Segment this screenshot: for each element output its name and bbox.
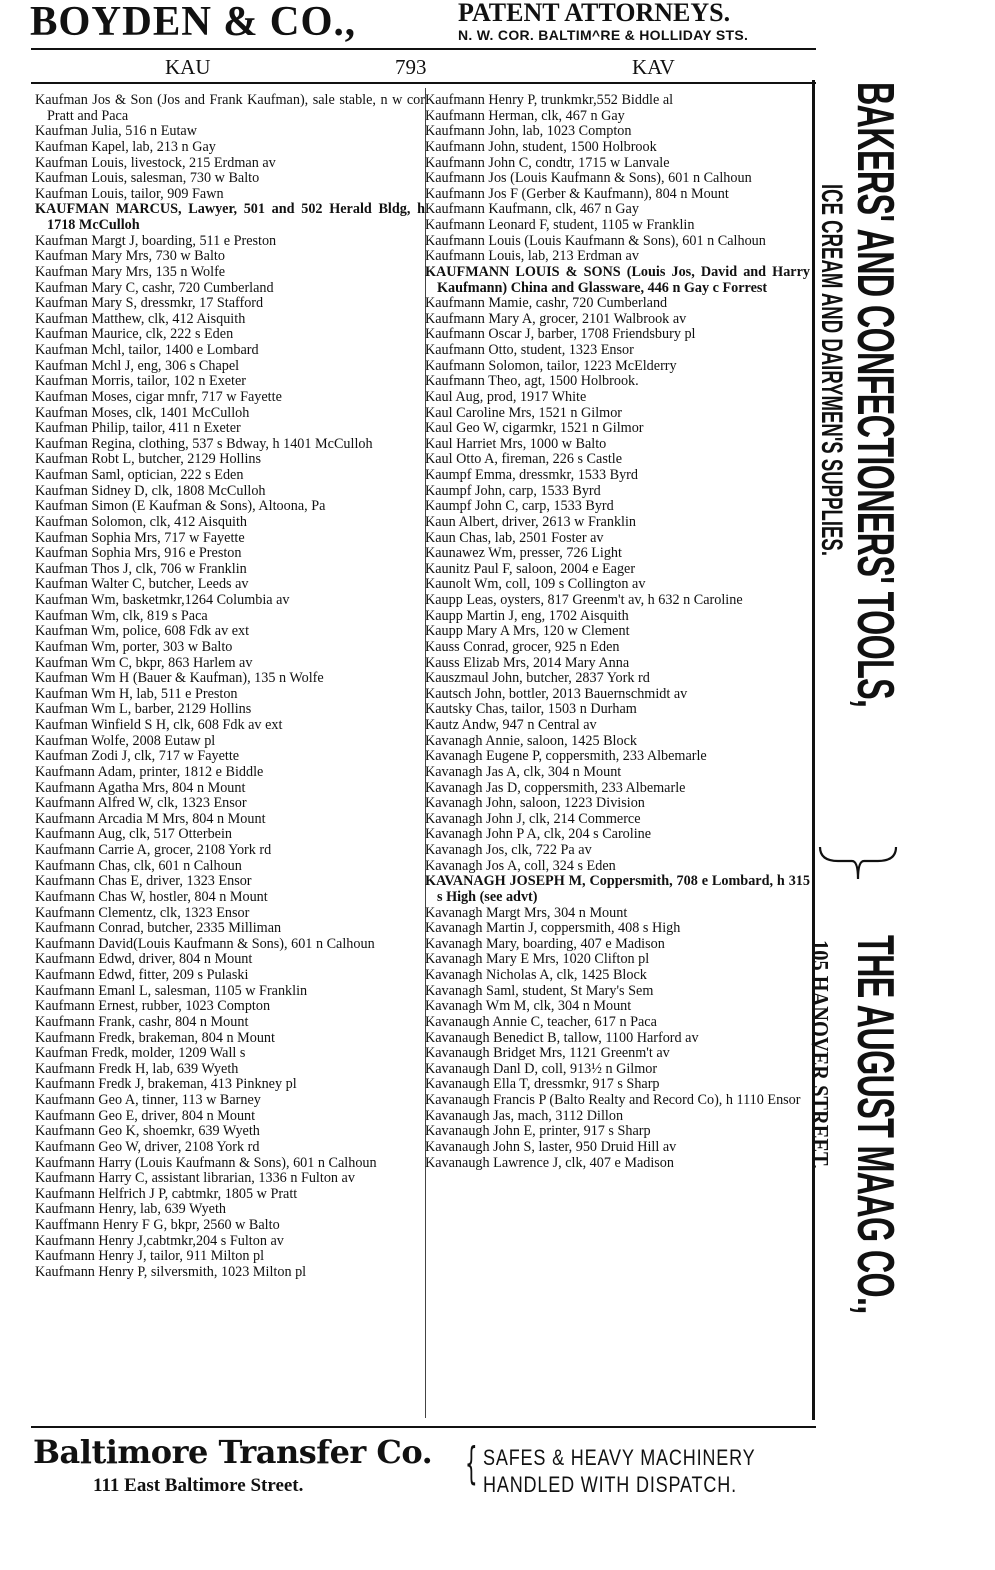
directory-entry: Kautsch John, bottler, 2013 Bauernschmidt av: [425, 685, 688, 702]
directory-entry: Kaupp Leas, oysters, 817 Greenm't av, h 632 n Caroline: [425, 592, 743, 608]
directory-entry: Kaufmann Edwd, driver, 804 n Mount: [35, 951, 253, 968]
directory-entry: Kaufmann Louis (Louis Kaufmann & Sons), 601 n Calhoun: [425, 232, 766, 249]
directory-entry: Kaufmann Harry C, assistant librarian, 1336 n Fulton av: [35, 1170, 355, 1187]
directory-entry: Kavanagh Martin J, coppersmith, 408 s High: [425, 920, 681, 937]
header-advertiser-line2: N. W. COR. BALTIM^RE & HOLLIDAY STS.: [458, 27, 749, 43]
directory-entry: Kavanagh Jos A, coll, 324 s Eden: [425, 857, 616, 874]
directory-entry: Kavanaugh John S, laster, 950 Druid Hill av: [425, 1138, 677, 1155]
directory-entry: Kaufmann Henry, lab, 639 Wyeth: [35, 1201, 227, 1218]
directory-entry: Kaufmann Conrad, butcher, 2335 Milliman: [35, 920, 282, 937]
page-guide-left: KAU: [165, 55, 211, 79]
directory-entry: Kaufman Sophia Mrs, 717 w Fayette: [35, 529, 245, 546]
directory-entry: Kaufman Philip, tailor, 411 n Exeter: [35, 420, 241, 437]
directory-entry: Kaufman Wm, basketmkr,1264 Columbia av: [35, 592, 290, 608]
directory-entry: Kaun Chas, lab, 2501 Foster av: [425, 529, 604, 546]
directory-entry: Kauffmann Henry F G, bkpr, 2560 w Balto: [35, 1217, 280, 1233]
directory-entry: Kaufman Louis, livestock, 215 Erdman av: [35, 154, 276, 171]
directory-entry: Kaufman Thos J, clk, 706 w Franklin: [35, 560, 247, 577]
directory-entry: Kaufmann Herman, clk, 467 n Gay: [425, 107, 625, 124]
directory-entry: Kaufmann John, lab, 1023 Compton: [425, 123, 632, 140]
directory-entry: Kaufmann Harry (Louis Kaufmann & Sons), 601 n Calhoun: [35, 1154, 377, 1171]
directory-column-left: [35, 93, 425, 1281]
directory-entry: Kaufmann Chas E, driver, 1323 Ensor: [35, 873, 252, 890]
directory-entry: Kaufman Simon (E Kaufman & Sons), Altoona, Pa: [35, 498, 326, 515]
directory-entry: Kaufman Jos & Son (Jos and Frank Kaufman), sale stable, n w cor Pratt and Paca: [35, 92, 425, 124]
directory-entry: Kaufman Louis, salesman, 730 w Balto: [35, 170, 260, 187]
directory-entry: Kaufmann Edwd, fitter, 209 s Pulaski: [35, 967, 249, 983]
directory-entry: Kaufmann Arcadia M Mrs, 804 n Mount: [35, 810, 266, 827]
directory-entry: Kaul Geo W, cigarmkr, 1521 n Gilmor: [425, 420, 644, 437]
directory-entry: Kaufman Wm, clk, 819 s Paca: [35, 607, 208, 624]
directory-entry: Kaufman Wolfe, 2008 Eutaw pl: [35, 732, 216, 749]
directory-entry: Kaufmann Otto, student, 1323 Ensor: [425, 342, 634, 358]
directory-entry: Kavanaugh Danl D, coll, 913½ n Gilmor: [425, 1060, 658, 1077]
directory-entry-featured: KAUFMANN LOUIS & SONS (Louis Jos, David and Harry Kaufmann) China and Glassware, 446 n Gay c Forrest: [425, 263, 810, 296]
directory-entry: Kaufman Moses, clk, 1401 McCulloh: [35, 404, 250, 421]
directory-entry: Kaupp Mary A Mrs, 120 w Clement: [425, 623, 630, 640]
directory-entry: Kaunawez Wm, presser, 726 Light: [425, 545, 622, 562]
directory-entry: Kaun Albert, driver, 2613 w Franklin: [425, 513, 637, 530]
directory-entry: Kaufmann Frank, cashr, 804 n Mount: [35, 1013, 249, 1030]
directory-entry: Kaufman Mary S, dressmkr, 17 Stafford: [35, 295, 264, 312]
directory-entry: Kaufmann Alfred W, clk, 1323 Ensor: [35, 795, 247, 812]
directory-entry: Kavanagh Nicholas A, clk, 1425 Block: [425, 967, 647, 983]
directory-entry: Kaufman Wm C, bkpr, 863 Harlem av: [35, 654, 253, 671]
directory-entry: Kavanagh Wm M, clk, 304 n Mount: [425, 998, 632, 1015]
directory-entry: Kaufmann Leonard F, student, 1105 w Franklin: [425, 217, 695, 233]
directory-entry: Kaufman Julia, 516 n Eutaw: [35, 123, 197, 140]
footer-company-address: 111 East Baltimore Street.: [93, 1475, 304, 1496]
directory-entry: Kaufman Margt J, boarding, 511 e Preston: [35, 232, 277, 249]
directory-entry: Kaufman Wm L, barber, 2129 Hollins: [35, 701, 252, 718]
directory-entry: Kavanaugh Benedict B, tallow, 1100 Harford av: [425, 1029, 699, 1046]
directory-entry: Kaufmann Carrie A, grocer, 2108 York rd: [35, 842, 272, 858]
directory-entry: Kaufman Mchl, tailor, 1400 e Lombard: [35, 342, 259, 358]
directory-entry: Kaufman Sophia Mrs, 916 e Preston: [35, 545, 242, 562]
directory-entry: Kaul Caroline Mrs, 1521 n Gilmor: [425, 404, 623, 421]
directory-entry: Kaufman Louis, tailor, 909 Fawn: [35, 185, 224, 202]
side-ad-subline-1: ICE CREAM AND DAIRYMEN'S SUPPLIES.: [815, 184, 848, 556]
directory-entry: Kaufmann Adam, printer, 1812 e Biddle: [35, 763, 264, 780]
directory-entry: Kaufmann Geo E, driver, 804 n Mount: [35, 1107, 256, 1124]
directory-entry: Kaufman Matthew, clk, 412 Aisquith: [35, 310, 246, 327]
directory-entry: Kaufmann Henry P, trunkmkr,552 Biddle al: [425, 92, 674, 108]
directory-entry: Kaufmann Kaufmann, clk, 467 n Gay: [425, 201, 639, 218]
directory-entry: Kaufman Robt L, butcher, 2129 Hollins: [35, 451, 262, 468]
directory-entry: Kaufman Mary C, cashr, 720 Cumberland: [35, 279, 274, 296]
directory-entry: Kavanagh Jas D, coppersmith, 233 Albemarle: [425, 779, 686, 796]
directory-entry: Kaufmann Geo W, driver, 2108 York rd: [35, 1138, 260, 1155]
directory-entry: Kaufmann Geo K, shoemkr, 639 Wyeth: [35, 1123, 260, 1140]
directory-entry: Kavanaugh Bridget Mrs, 1121 Greenm't av: [425, 1045, 670, 1062]
directory-entry: Kaufmann Henry J, tailor, 911 Milton pl: [35, 1248, 265, 1265]
directory-entry: Kaufman Moses, cigar mnfr, 717 w Fayette: [35, 388, 282, 405]
page-guide-rule: [31, 82, 816, 84]
directory-entry: Kaufmann John, student, 1500 Holbrook: [425, 138, 657, 155]
directory-entry: Kavanaugh Jas, mach, 3112 Dillon: [425, 1107, 624, 1124]
directory-entry: Kaufmann Theo, agt, 1500 Holbrook.: [425, 373, 639, 390]
directory-entry: Kaufman Morris, tailor, 102 n Exeter: [35, 373, 247, 390]
directory-entry: Kaupp Martin J, eng, 1702 Aisquith: [425, 607, 629, 624]
directory-entry: Kaufmann David(Louis Kaufmann & Sons), 601 n Calhoun: [35, 935, 375, 952]
directory-entry: Kaufmann Aug, clk, 517 Otterbein: [35, 826, 233, 843]
directory-entry: Kauss Elizab Mrs, 2014 Mary Anna: [425, 654, 630, 671]
directory-entry: Kaul Harriet Mrs, 1000 w Balto: [425, 435, 607, 452]
directory-entry: Kaufmann Emanl L, salesman, 1105 w Franklin: [35, 982, 308, 999]
directory-entry: Kaufmann Helfrich J P, cabtmkr, 1805 w Pratt: [35, 1185, 298, 1202]
directory-entry: Kaufman Wm H, lab, 511 e Preston: [35, 685, 238, 702]
directory-entry: Kaufmann Chas, clk, 601 n Calhoun: [35, 857, 242, 874]
directory-entry: Kavanagh Margt Mrs, 304 n Mount: [425, 904, 628, 921]
directory-entry-featured: KAVANAGH JOSEPH M, Coppersmith, 708 e Lombard, h 315 s High (see advt): [425, 873, 810, 905]
directory-entry: Kaufmann Solomon, tailor, 1223 McElderry: [425, 357, 677, 374]
directory-entry-featured: KAUFMAN MARCUS, Lawyer, 501 and 502 Herald Bldg, h 1718 McCulloh: [35, 201, 425, 233]
directory-entry: Kaufman Zodi J, clk, 717 w Fayette: [35, 748, 240, 765]
directory-entry: Kaufman Wm H (Bauer & Kaufman), 135 n Wolfe: [35, 670, 324, 687]
directory-entry: Kavanaugh Francis P (Balto Realty and Record Co), h 1110 Ensor: [425, 1092, 801, 1108]
directory-entry: Kautz Andw, 947 n Central av: [425, 717, 597, 733]
directory-entry: Kavanagh Eugene P, coppersmith, 233 Albemarle: [425, 748, 707, 765]
directory-entry: Kavanagh Mary E Mrs, 1020 Clifton pl: [425, 951, 650, 968]
directory-entry: Kaufman Regina, clothing, 537 s Bdway, h 1401 McCulloh: [35, 435, 373, 452]
directory-entry: Kaufmann Mary A, grocer, 2101 Walbrook av: [425, 310, 687, 327]
directory-entry: Kaufmann Fredk J, brakeman, 413 Pinkney pl: [35, 1076, 297, 1093]
directory-entry: Kaufmann Fredk H, lab, 639 Wyeth: [35, 1060, 239, 1077]
directory-entry: Kavanagh John J, clk, 214 Commerce: [425, 810, 641, 827]
directory-entry: Kavanagh Mary, boarding, 407 e Madison: [425, 935, 665, 952]
directory-entry: Kaufmann Fredk, brakeman, 804 n Mount: [35, 1029, 275, 1046]
directory-entry: Kaufmann Mamie, cashr, 720 Cumberland: [425, 295, 668, 312]
directory-entry: Kaufman Fredk, molder, 1209 Wall s: [35, 1045, 246, 1062]
directory-entry: Kauszmaul John, butcher, 2837 York rd: [425, 670, 650, 687]
directory-entry: Kaufman Wm, police, 608 Fdk av ext: [35, 623, 250, 640]
directory-entry: Kaufmann Chas W, hostler, 804 n Mount: [35, 888, 268, 905]
directory-entry: Kavanagh Annie, saloon, 1425 Block: [425, 732, 637, 749]
directory-entry: Kaumpf John, carp, 1533 Byrd: [425, 482, 601, 499]
directory-entry: Kaul Aug, prod, 1917 White: [425, 388, 587, 405]
directory-column-right: [425, 93, 810, 1171]
directory-entry: Kaufman Walter C, butcher, Leeds av: [35, 576, 249, 593]
brace-icon: {: [465, 1438, 478, 1489]
directory-entry: Kaufman Mchl J, eng, 306 s Chapel: [35, 357, 240, 374]
directory-entry: Kaufmann Clementz, clk, 1323 Ensor: [35, 904, 250, 921]
footer-tagline-1: SAFES & HEAVY MACHINERY: [483, 1445, 756, 1470]
directory-entry: Kaufmann Jos F (Gerber & Kaufmann), 804 n Mount: [425, 185, 729, 202]
brace-icon: [818, 845, 898, 881]
directory-entry: Kaunolt Wm, coll, 109 s Collington av: [425, 576, 646, 593]
directory-entry: Kaufmann Agatha Mrs, 804 n Mount: [35, 779, 246, 796]
directory-entry: Kavanagh John P A, clk, 204 s Caroline: [425, 826, 652, 843]
footer-tagline-2: HANDLED WITH DISPATCH.: [483, 1472, 737, 1497]
directory-entry: Kaufman Wm, porter, 303 w Balto: [35, 638, 233, 655]
directory-entry: Kavanaugh Lawrence J, clk, 407 e Madison: [425, 1154, 674, 1171]
side-ad-headline-2: THE AUGUST MAAG CO.,: [846, 935, 904, 1314]
directory-entry: Kaufmann Henry P, silversmith, 1023 Milton pl: [35, 1263, 307, 1280]
directory-entry: Kavanagh Jos, clk, 722 Pa av: [425, 842, 592, 858]
directory-entry: Kaufmann Ernest, rubber, 1023 Compton: [35, 998, 271, 1015]
directory-entry: Kaufmann Oscar J, barber, 1708 Friendsbury pl: [425, 326, 696, 343]
page-number: 793: [395, 55, 427, 79]
directory-entry: Kavanagh Saml, student, St Mary's Sem: [425, 982, 654, 999]
directory-entry: Kavanagh John, saloon, 1223 Division: [425, 795, 645, 812]
header-advertiser-line1: PATENT ATTORNEYS.: [458, 0, 731, 27]
directory-entry: Kaufmann John C, condtr, 1715 w Lanvale: [425, 154, 670, 171]
directory-entry: Kaufman Maurice, clk, 222 s Eden: [35, 326, 234, 343]
directory-entry: Kaufmann Geo A, tinner, 113 w Barney: [35, 1092, 261, 1108]
directory-entry: Kaunitz Paul F, saloon, 2004 e Eager: [425, 560, 636, 577]
directory-entry: Kaufman Solomon, clk, 412 Aisquith: [35, 513, 248, 530]
directory-entry: Kauss Conrad, grocer, 925 n Eden: [425, 638, 620, 655]
header-rule: [31, 48, 816, 50]
directory-entry: Kaul Otto A, fireman, 226 s Castle: [425, 451, 623, 468]
footer-company-name: Baltimore Transfer Co.: [33, 1433, 433, 1471]
side-ad-headline-1: BAKERS' AND CONFECTIONERS' TOOLS,: [846, 82, 904, 708]
directory-entry: Kaufman Mary Mrs, 135 n Wolfe: [35, 263, 226, 280]
directory-entry: Kaufman Mary Mrs, 730 w Balto: [35, 248, 225, 265]
directory-entry: Kaufman Sidney D, clk, 1808 McCulloh: [35, 482, 266, 499]
directory-entry: Kaufmann Henry J,cabtmkr,204 s Fulton av: [35, 1232, 284, 1249]
directory-entry: Kavanaugh Ella T, dressmkr, 917 s Sharp: [425, 1076, 660, 1093]
side-ad-subline-2: 105 HANOVER STREET.: [806, 940, 832, 1170]
footer-rule: [31, 1426, 816, 1428]
directory-entry: Kautsky Chas, tailor, 1503 n Durham: [425, 701, 637, 718]
directory-entry: Kaumpf John C, carp, 1533 Byrd: [425, 498, 614, 515]
header-advertiser-name: BOYDEN & CO.,: [30, 0, 357, 45]
directory-entry: Kaufmann Louis, lab, 213 Erdman av: [425, 248, 639, 265]
page-guide-right: KAV: [632, 55, 675, 79]
directory-entry: Kavanagh Jas A, clk, 304 n Mount: [425, 763, 622, 780]
directory-entry: Kaufman Kapel, lab, 213 n Gay: [35, 138, 216, 155]
directory-entry: Kavanaugh Annie C, teacher, 617 n Paca: [425, 1013, 657, 1030]
directory-entry: Kaufman Saml, optician, 222 s Eden: [35, 467, 244, 483]
directory-entry: Kavanaugh John E, printer, 917 s Sharp: [425, 1123, 651, 1140]
directory-entry: Kaufman Winfield S H, clk, 608 Fdk av ext: [35, 717, 283, 733]
directory-entry: Kaumpf Emma, dressmkr, 1533 Byrd: [425, 467, 638, 483]
directory-entry: Kaufmann Jos (Louis Kaufmann & Sons), 601 n Calhoun: [425, 170, 752, 187]
